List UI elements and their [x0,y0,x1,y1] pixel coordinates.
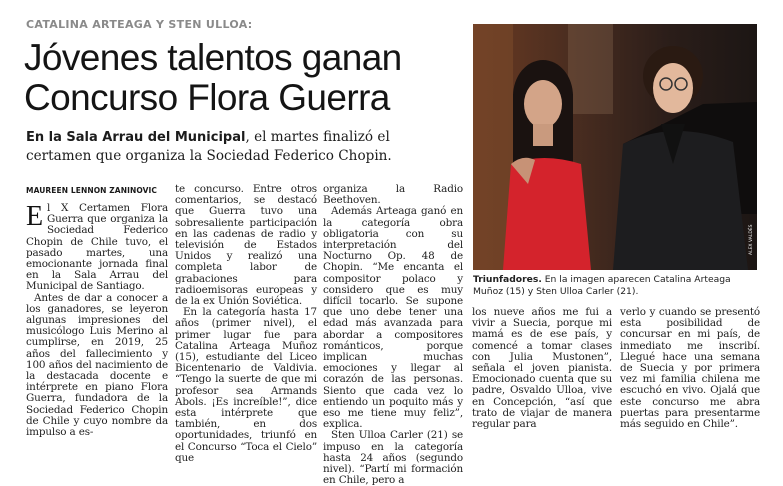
deck [26,128,446,166]
paragraph [26,203,168,293]
photo-credit: ALEX VALDÉS [749,224,754,255]
column-2 [175,184,317,464]
caption-bold: Triunfadores. [473,274,542,285]
photo-illustration [473,24,757,270]
photo-caption [473,274,763,297]
column-3 [323,184,463,486]
article-photo [473,24,757,270]
paragraph: Sten Ulloa Carler (21) se impuso en la categoría hasta 24 años (segundo nivel). “Partí mi formación en Chile, pero a [323,429,463,486]
paragraph: los nueve años me fui a vivir a Suecia, porque mi mamá es de ese país, y comencé a tomar clases con Julia Mustonen”, señala el joven pianista. Emocionado cuenta que su padre, Osvaldo Ulloa, vive en Concepción, “así que trato de viajar de manera regular para [472,306,612,431]
headline [24,38,464,118]
headline-line-2: Concurso Flora Guerra [24,77,390,118]
paragraph: te concurso. Entre otros comentarios, se destacó que Guerra tuvo una sobresaliente participación en las cadenas de radio y televisión de Estados Unidos y realizó una completa labor de grabaciones para radioemisoras europeas y de la ex Unión Soviética. [175,183,317,308]
paragraph: verlo y cuando se presentó esta posibilidad de concursar en mi país, de inmediato me inscribí. Llegué hace una semana de Suecia y por primera vez mi familia chilena me escuchó en vivo. Ojalá que este concurso me abra puertas para presentarme más seguido en Chile”. [620,306,760,431]
kicker: CATALINA ARTEAGA Y STEN ULLOA: [26,18,253,31]
paragraph: Antes de dar a conocer a los ganadores, se leyeron algunas impresiones del musicólogo Luis Merino al cumplirse, en 2019, 25 años del fallecimiento y 100 años del nacimiento de la destacada docente e intérprete en piano Flora Guerra, fundadora de la Sociedad Federico Chopin de Chile y cuyo nombre da impulso a es- [26,291,168,439]
deck-rest: , el martes finalizó el certamen que organiza la Sociedad Federico Chopin. [26,129,392,164]
paragraph: En la categoría hasta 17 años (primer nivel), el primer lugar fue para Catalina Arteaga Muñoz (15), estudiante del Liceo Bicentenario de Valdivia. “Tengo la suerte de que mi profesor sea Armands Abols. ¡Es increíble!”, dice esta intérprete que también, en dos oportunidades, triunfó en el Concurso “Toca el Cielo” que [175,306,317,464]
byline: MAUREEN LENNON ZANINOVIC [26,186,158,195]
paragraph: Además Arteaga ganó en la categoría obra obligatoria con su interpretación del Nocturno Op. 48 de Chopin. “Me encanta el compositor polaco y considero que es muy difícil tocarlo. Se supone que uno debe tener una edad más avanzada para abordar a compositores románticos, porque implican muchas emociones y llegar al corazón de las personas. Siento que cada vez lo entiendo un poquito más y eso me tiene muy feliz”, explica. [323,205,463,431]
column-5 [620,307,760,430]
column-4 [472,307,612,430]
caption-text: En la imagen aparecen Catalina Arteaga Muñoz (15) y Sten Ulloa Carler (21). [473,274,731,297]
paragraph-text: l X Certamen Flora Guerra que organiza la Sociedad Federico Chopin de Chile tuvo, el pasado martes, una emocionante jornada final en la Sala Arrau del Municipal de Santiago. [26,202,168,293]
deck-bold: En la Sala Arrau del Municipal [26,130,246,145]
headline-line-1: Jóvenes talentos ganan [24,37,402,78]
paragraph: organiza la Radio Beethoven. [323,183,463,207]
drop-cap: E [26,201,43,232]
column-1 [26,203,168,438]
